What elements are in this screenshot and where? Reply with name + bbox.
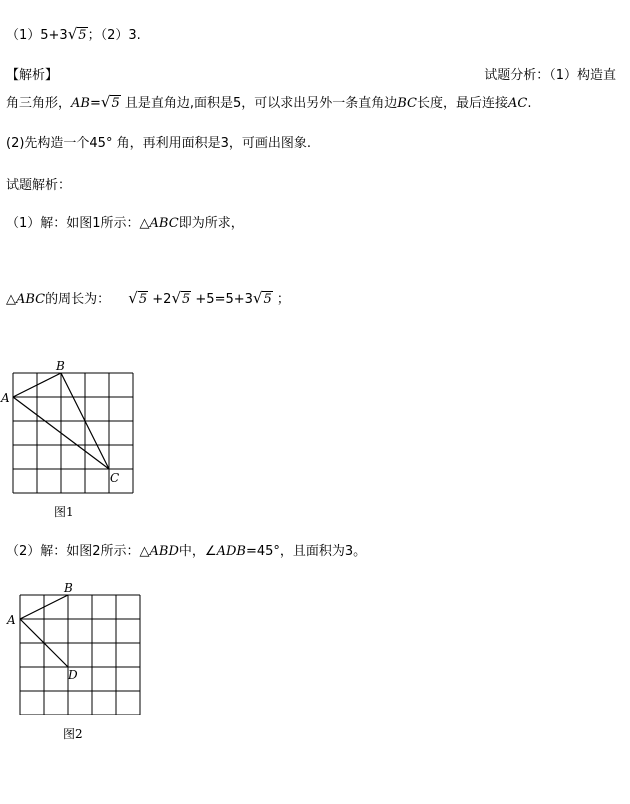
label-a: A (1, 391, 10, 405)
answer-part2: ；（2）3. (87, 28, 141, 43)
label-a: A (7, 613, 16, 627)
answer-line (6, 24, 141, 46)
perimeter-line: △ABC的周长为： √5 +2√5 +5=5+3√5 ； (6, 288, 290, 310)
label-d: D (68, 668, 78, 682)
analysis-intro: 试题分析：（1）构造直 (484, 68, 616, 83)
figure-2-caption: 图2 (63, 727, 83, 741)
figure-1-grid (0, 360, 150, 500)
solution-heading: 试题解析： (6, 178, 72, 193)
analysis-heading: 【解析】 (6, 68, 59, 83)
sqrt-symbol: √5 (252, 289, 272, 307)
label-b: B (64, 581, 73, 595)
sqrt-symbol: √5 (100, 93, 120, 111)
sqrt-symbol: √5 (128, 289, 148, 307)
label-c: C (110, 471, 120, 485)
label-b: B (56, 360, 65, 373)
solution-part1: （1）解：如图1所示：△ABC即为所求， (6, 216, 244, 231)
answer-part1: （1）5+3 (6, 28, 68, 43)
figure-2-grid (0, 580, 150, 715)
figure-1-caption: 图1 (54, 505, 74, 519)
analysis-line-2: 角三角形，AB=√5 且是直角边,面积是5，可以求出另外一条直角边BC长度，最后连接AC. (6, 92, 532, 114)
solution-part2: （2）解：如图2所示：△ABD中，∠ADB=45°，且面积为3。 (6, 544, 367, 559)
analysis-line-3: (2)先构造一个45° 角，再利用面积是3，可画出图象. (6, 136, 311, 151)
sqrt-symbol: √5 (67, 25, 87, 43)
sqrt-symbol: √5 (171, 289, 191, 307)
